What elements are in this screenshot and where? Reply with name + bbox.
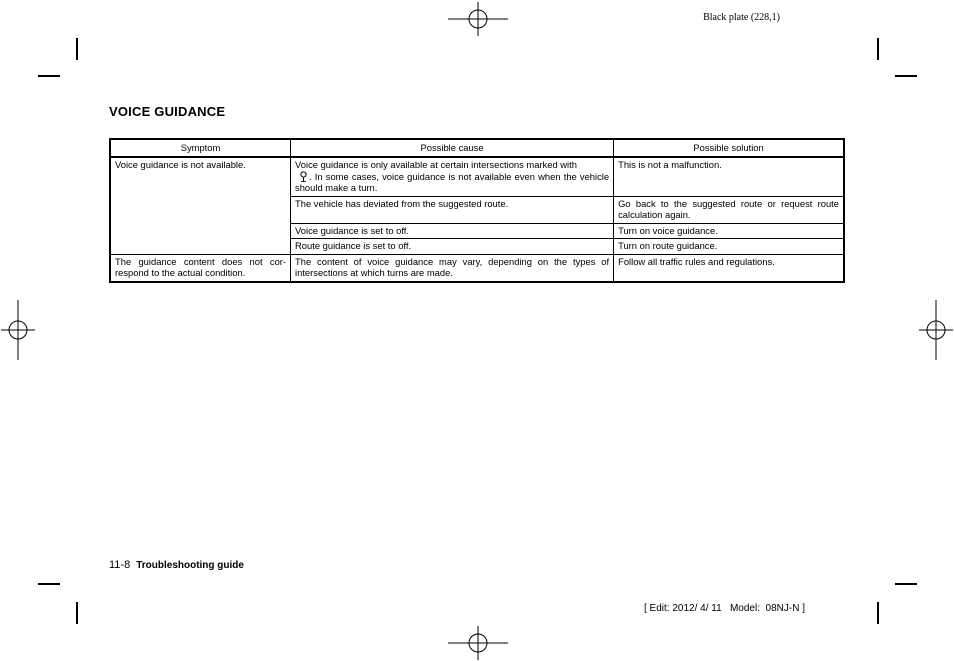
crop-mark <box>38 583 60 585</box>
plate-label: Black plate (228,1) <box>703 12 780 23</box>
crop-mark <box>76 38 78 60</box>
registration-target-icon <box>1 298 35 362</box>
crop-mark <box>877 602 879 624</box>
chapter-title: Troubleshooting guide <box>136 560 244 571</box>
table-header-row <box>110 139 844 157</box>
cause-cell: The content of voice guidance may vary, depending on the types of intersections at which turns are made. <box>291 254 614 282</box>
crop-mark <box>877 38 879 60</box>
troubleshooting-table <box>109 138 845 283</box>
cause-text: Voice guidance is only available at certain intersections marked with <box>295 159 577 170</box>
cause-cell: Route guidance is set to off. <box>291 239 614 255</box>
column-header-symptom: Symptom <box>110 139 291 157</box>
edit-info: [ Edit: 2012/ 4/ 11 Model: 08NJ-N ] <box>643 603 805 614</box>
registration-target-icon <box>446 626 510 660</box>
cause-text: . In some cases, voice guidance is not available even when the vehicle should make a turn. <box>295 170 610 193</box>
column-header-cause: Possible cause <box>291 139 614 157</box>
crop-mark <box>38 75 60 77</box>
table-row <box>110 157 844 196</box>
registration-target-icon <box>446 2 510 36</box>
map-pin-icon <box>299 171 308 182</box>
page-footer <box>109 559 244 571</box>
registration-target-icon <box>919 298 953 362</box>
solution-cell: This is not a malfunction. <box>614 157 844 196</box>
solution-cell: Follow all traffic rules and regulations. <box>614 254 844 282</box>
crop-mark <box>895 75 917 77</box>
cause-cell: Voice guidance is set to off. <box>291 223 614 239</box>
column-header-solution: Possible solution <box>614 139 844 157</box>
page-number: 11-8 <box>109 559 131 571</box>
solution-cell: Go back to the suggested route or request route calculation again. <box>614 196 844 223</box>
cause-cell <box>291 157 614 196</box>
crop-mark <box>895 583 917 585</box>
solution-cell: Turn on voice guidance. <box>614 223 844 239</box>
cause-cell: The vehicle has deviated from the suggested route. <box>291 196 614 223</box>
table-row <box>110 254 844 282</box>
crop-mark <box>76 602 78 624</box>
symptom-cell: Voice guidance is not available. <box>110 157 291 254</box>
solution-cell: Turn on route guidance. <box>614 239 844 255</box>
symptom-cell: The guidance content does not cor-respond to the actual condition. <box>110 254 291 282</box>
section-title: VOICE GUIDANCE <box>109 104 226 119</box>
